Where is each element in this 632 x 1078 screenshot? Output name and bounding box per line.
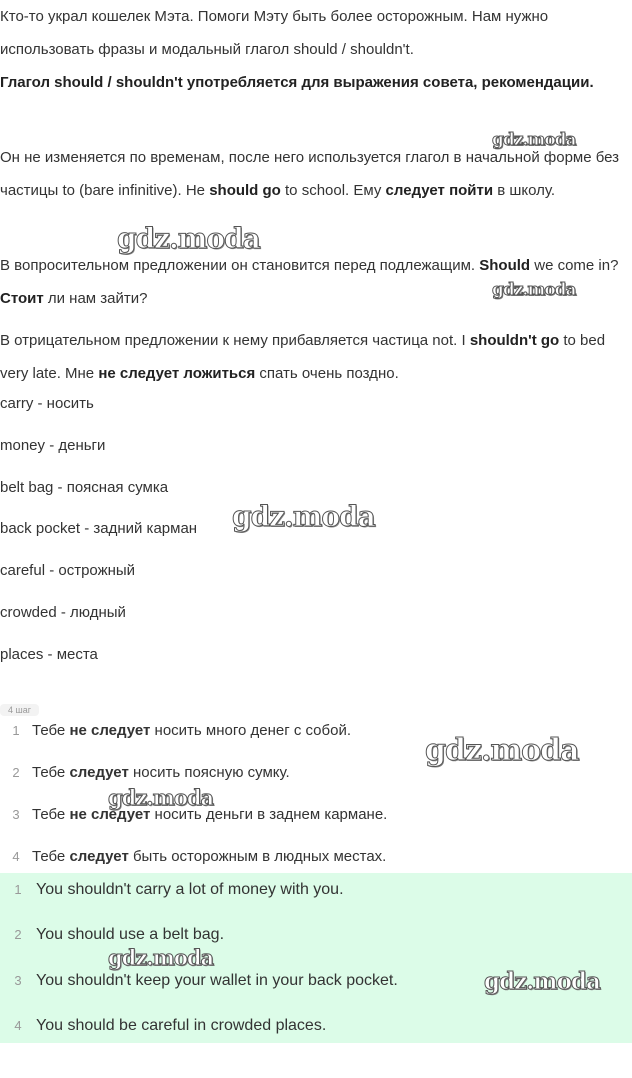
bold-text: should go [209,182,281,199]
watermark: gdz.moda [484,968,600,995]
item-number: 1 [14,882,22,897]
step-label: 4 шаг [0,704,39,716]
text-segment: В отрицательном предложении к нему прибавляется частица not. I [0,332,470,349]
text-segment: носить деньги в заднем кармане. [150,806,388,823]
answer-item [0,971,398,991]
text-segment: В вопросительном предложении он становится перед подлежащим. [0,257,480,274]
watermark: gdz.moda [108,945,214,970]
answer-item [0,925,224,945]
text-segment: носить поясную сумку. [128,764,290,781]
item-text: You shouldn't carry a lot of money with you. [36,881,344,898]
item-text [32,721,351,741]
item-number: 3 [14,972,22,988]
item-text: You should use a belt bag. [36,926,225,944]
list-item [0,847,386,867]
vocabulary-item: crowded - людный [0,604,126,621]
item-number: 2 [12,765,20,780]
watermark: gdz.moda [108,785,214,810]
text-segment: носить много денег с собой. [150,722,352,739]
vocabulary-item: belt bag - поясная сумка [0,478,169,496]
bold-text: не следует [69,722,151,739]
item-number: 3 [12,807,20,822]
text-segment: Тебе [32,764,70,781]
watermark: gdz.moda [492,130,576,150]
text-segment: ли нам зайти? [43,290,148,307]
item-number: 2 [14,927,22,943]
text-segment: спать очень поздно. [255,365,399,382]
text-segment: Тебе [32,806,70,823]
text-segment: Он не изменяется по временам, после него используется глагол в начальной форме без частицы to (bare infinitive). Не [0,149,620,199]
item-number: 1 [12,723,20,738]
paragraph [0,249,632,315]
bold-text: shouldn't go [469,332,560,349]
text-segment: Кто-то украл кошелек Мэта. Помоги Мэту быть более осторожным. Нам нужно использовать фразы и модальный глагол should / shouldn't. [0,8,549,58]
vocabulary-item: places - места [0,645,98,663]
vocabulary-item: back pocket - задний карман [0,520,198,538]
paragraph [0,141,632,207]
bold-text: не следует [69,806,151,823]
watermark: gdz.moda [232,500,375,533]
bold-text: Стоит [0,290,44,307]
paragraph [0,66,632,99]
answer-item [0,880,344,900]
bold-text: не следует ложиться [98,365,256,382]
bold-text: следует [69,848,129,865]
text-segment: to school. Ему [280,182,386,199]
text-segment: to bed very late. Мне [0,332,606,382]
bold-text: следует пойти [385,182,494,199]
bold-text: следует [69,764,129,781]
item-text: You should be careful in crowded places. [36,1016,327,1034]
watermark: gdz.moda [425,733,579,768]
bold-text: Should [479,257,531,274]
item-text [32,805,387,825]
vocabulary-item: money - деньги [0,436,106,454]
item-text: You shouldn't keep your wallet in your back pocket. [36,971,398,989]
vocabulary-item: careful - острожный [0,562,136,580]
text-segment: Тебе [32,722,70,739]
list-item [0,721,351,741]
list-item [0,805,387,825]
list-item [0,763,290,783]
item-text [32,763,290,783]
item-number: 4 [12,849,20,864]
item-text [32,847,386,867]
watermark: gdz.moda [117,222,260,255]
vocabulary-item: carry - носить [0,395,94,412]
bold-text: Глагол should / shouldn't употребляется для выражения совета, рекомендации. [0,74,594,91]
text-segment: в школу. [493,182,556,199]
paragraph [0,324,632,390]
item-number: 4 [14,1017,22,1033]
paragraph [0,0,632,66]
text-segment: Тебе [32,848,70,865]
watermark: gdz.moda [492,280,576,300]
text-segment: быть осторожным в людных местах. [128,848,387,865]
text-segment: we come in? [530,257,619,274]
answer-item [0,1016,326,1036]
